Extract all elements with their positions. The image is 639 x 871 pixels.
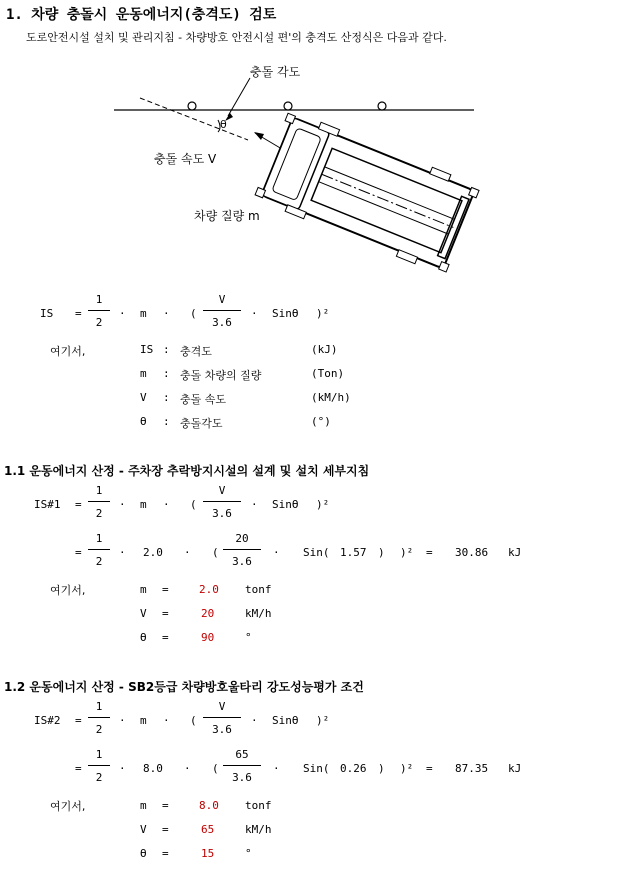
where-colon: : [163,343,170,356]
where-unit: (°) [311,415,331,428]
var-value: 90 [201,631,215,644]
section-1-2-heading: 1.2 운동에너지 산정 - SB2등급 차량방호울타리 강도성능평가 조건 [4,680,364,694]
formula-m: m [140,714,147,727]
where-unit: (kM/h) [311,391,351,404]
result-eq: = [426,546,433,559]
var-value: 15 [201,847,215,860]
fraction-numerator: 1 [95,293,103,306]
var-sym: m [140,799,147,812]
label-vehicle-mass: 차량 질량 m [194,209,260,223]
fraction-denominator: 3.6 [232,555,252,568]
var-eq: = [162,847,169,860]
var-value: 2.0 [199,583,219,596]
close-square: )² [316,307,330,320]
where-sym: IS [140,343,154,356]
formula-eq: = [75,307,82,320]
fraction-numerator: 1 [95,532,103,545]
var-eq: = [162,631,169,644]
open-paren: ( [190,714,197,727]
fraction-denominator: 3.6 [212,507,232,520]
close-square: )² [316,498,330,511]
where-sym: ϴ [140,415,147,428]
s11-mass-value: 2.0 [143,546,163,559]
where-desc: 충돌 차량의 질량 [180,369,262,382]
intro-text: 도로안전시설 설치 및 관리지침 - 차량방호 안전시설 편'의 충격도 산정식은 다음과 같다. [26,31,447,44]
close-square: )² [316,714,330,727]
s12-v-fraction [203,699,241,738]
where-unit: (kJ) [311,343,338,356]
var-value: 8.0 [199,799,219,812]
var-eq: = [162,607,169,620]
where-desc: 충돌 속도 [180,393,227,406]
var-unit: kM/h [245,823,272,836]
var-value: 65 [201,823,215,836]
var-unit: kM/h [245,607,272,620]
fraction-numerator: 1 [95,748,103,761]
sin-close: ) [378,546,385,559]
formula-half-fraction [88,292,110,331]
formula-eq: = [75,762,82,775]
section-1-1-heading: 1.1 운동에너지 산정 - 주차장 추락방지시설의 설계 및 설치 세부지침 [4,464,370,478]
formula-m: m [140,307,147,320]
sin-label: Sin( [303,546,330,559]
var-eq: = [162,583,169,596]
fraction-denominator: 2 [95,507,103,520]
var-unit: tonf [245,799,272,812]
dot: · [119,762,126,775]
dot: · [119,714,126,727]
sin-label: Sin( [303,762,330,775]
dot: · [273,762,280,775]
s11-speed-fraction [223,531,261,570]
collision-diagram [100,58,480,278]
s12-half-fraction [88,699,110,738]
s11-lhs: IS#1 [34,498,61,511]
open-paren: ( [190,498,197,511]
vehicle [254,110,480,276]
formula-sin: Sinϴ [272,714,299,727]
s11-half-fraction-2 [88,531,110,570]
where-desc: 충돌각도 [180,417,223,430]
dot: · [273,546,280,559]
where-label: 여기서, [50,345,86,358]
var-sym: ϴ [140,847,147,860]
open-paren: ( [212,546,219,559]
var-sym: m [140,583,147,596]
s11-sin-value: 1.57 [340,546,367,559]
var-eq: = [162,823,169,836]
s12-where-label: 여기서, [50,800,86,813]
sin-close: ) [378,762,385,775]
post-3 [378,102,386,110]
label-collision-speed: 충돌 속도 V [154,152,217,166]
label-collision-angle: 충돌 각도 [250,65,301,79]
fraction-numerator: V [218,700,226,713]
s12-lhs: IS#2 [34,714,61,727]
close-square: )² [400,762,414,775]
s12-half-fraction-2 [88,747,110,786]
where-unit: (Ton) [311,367,345,380]
fraction-denominator: 2 [95,771,103,784]
open-paren: ( [190,307,197,320]
dot: · [163,498,170,511]
fraction-numerator: 20 [235,532,249,545]
var-unit: tonf [245,583,272,596]
s12-sin-value: 0.26 [340,762,367,775]
s12-result-unit: kJ [508,762,522,775]
fraction-numerator: 1 [95,700,103,713]
fraction-denominator: 3.6 [212,316,232,329]
formula-lhs: IS [40,307,54,320]
dot: · [184,546,191,559]
var-value: 20 [201,607,215,620]
s11-v-fraction [203,483,241,522]
dot: · [163,714,170,727]
dot: · [119,498,126,511]
dot: · [184,762,191,775]
s12-speed-fraction [223,747,261,786]
where-colon: : [163,415,170,428]
s11-result: 30.86 [455,546,489,559]
page-heading: 1. 차량 충돌시 운동에너지(충격도) 검토 [6,7,277,23]
where-colon: : [163,391,170,404]
s11-where-label: 여기서, [50,584,86,597]
post-2 [284,102,292,110]
formula-v-fraction [203,292,241,331]
var-eq: = [162,799,169,812]
s11-result-unit: kJ [508,546,522,559]
fraction-denominator: 2 [95,723,103,736]
var-sym: ϴ [140,631,147,644]
close-square: )² [400,546,414,559]
dot: · [119,546,126,559]
formula-sin: Sinϴ [272,307,299,320]
var-sym: V [140,823,147,836]
var-unit: ° [245,631,252,644]
s12-result: 87.35 [455,762,489,775]
fraction-numerator: 1 [95,484,103,497]
formula-sin: Sinϴ [272,498,299,511]
where-colon: : [163,367,170,380]
dot: · [119,307,126,320]
where-sym: V [140,391,147,404]
s12-mass-value: 8.0 [143,762,163,775]
open-paren: ( [212,762,219,775]
formula-eq: = [75,714,82,727]
fraction-numerator: V [218,484,226,497]
fraction-denominator: 3.6 [212,723,232,736]
formula-m: m [140,498,147,511]
where-sym: m [140,367,147,380]
var-sym: V [140,607,147,620]
fraction-denominator: 3.6 [232,771,252,784]
where-desc: 충격도 [180,345,212,358]
s11-half-fraction [88,483,110,522]
dot: · [251,498,258,511]
fraction-denominator: 2 [95,316,103,329]
formula-eq: = [75,498,82,511]
fraction-denominator: 2 [95,555,103,568]
result-eq: = [426,762,433,775]
dot: · [251,714,258,727]
dot: · [251,307,258,320]
dot: · [163,307,170,320]
label-theta: θ [220,118,227,131]
var-unit: ° [245,847,252,860]
formula-eq: = [75,546,82,559]
fraction-numerator: V [218,293,226,306]
fraction-numerator: 65 [235,748,249,761]
post-1 [188,102,196,110]
